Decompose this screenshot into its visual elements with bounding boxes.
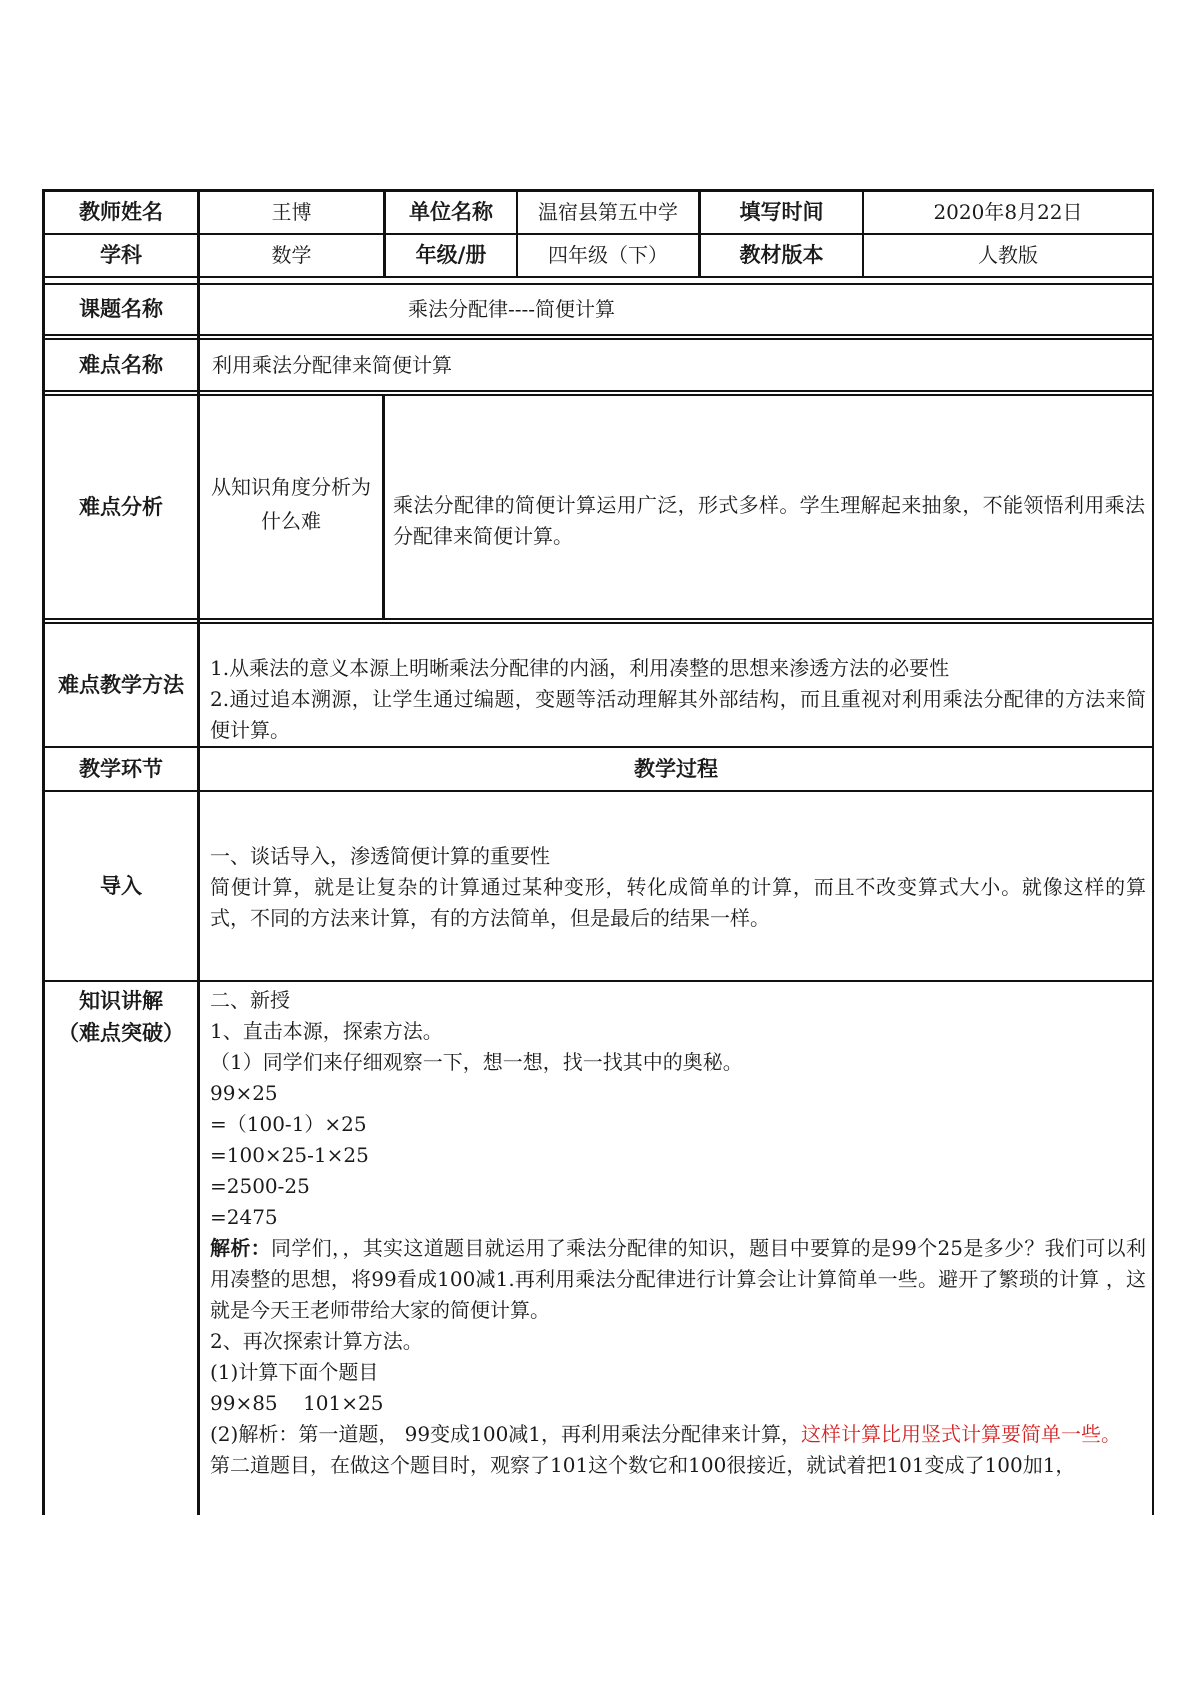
table-rule — [42, 622, 1154, 624]
analysis-prefix: 解析： — [210, 1236, 272, 1260]
knowledge-line: =2500-25 — [210, 1174, 310, 1198]
knowledge-paragraph — [210, 1419, 1146, 1450]
table-rule — [42, 276, 1154, 278]
knowledge-line: 2、再次探索计算方法。 — [210, 1329, 423, 1353]
subject-label: 学科 — [100, 243, 142, 268]
method-line-2: 2.通过追本溯源，让学生通过编题，变题等活动理解其外部结构，而且重视对利用乘法分配律的方法来简便计算。 — [210, 687, 1146, 742]
knowledge-line: (1)计算下面个题目 — [210, 1360, 379, 1384]
table-rule — [42, 390, 1154, 392]
table-col-divider — [197, 189, 200, 1515]
knowledge-line: 第二道题目，在做这个题目时，观察了101这个数它和100很接近，就试着把101变成了100加1， — [210, 1453, 1076, 1477]
table-rule — [42, 283, 1154, 285]
teacher-name-value: 王博 — [271, 200, 312, 224]
table-rule — [42, 980, 1154, 982]
knowledge-line: =100×25-1×25 — [210, 1143, 369, 1167]
analysis-sub-label: 从知识角度分析为什么难 — [211, 475, 371, 533]
edition-value: 人教版 — [978, 243, 1038, 267]
unit-name-value: 温宿县第五中学 — [538, 200, 678, 224]
intro-label: 导入 — [100, 873, 142, 898]
grade-value: 四年级（下） — [548, 243, 668, 267]
process-label: 教学环节 — [79, 756, 163, 781]
knowledge-line: 99×85 101×25 — [210, 1391, 384, 1415]
topic-label: 课题名称 — [79, 297, 163, 322]
analysis-label: 难点分析 — [79, 494, 163, 519]
table-col-divider — [382, 394, 385, 620]
grade-label: 年级/册 — [415, 243, 487, 268]
table-rule — [42, 790, 1154, 792]
edition-label: 教材版本 — [739, 243, 824, 268]
difficulty-value: 利用乘法分配律来简便计算 — [212, 353, 452, 377]
knowledge-label — [45, 984, 197, 1050]
knowledge-line: =2475 — [210, 1205, 278, 1229]
knowledge-analysis-paragraph — [210, 1233, 1146, 1326]
table-rule — [42, 394, 1154, 396]
table-rule — [42, 618, 1154, 620]
intro-line-2: 简便计算，就是让复杂的计算通过某种变形，转化成简单的计算，而且不改变算式大小。就像这样的算式，不同的方法来计算，有的方法简单，但是最后的结果一样。 — [210, 875, 1146, 930]
topic-value: 乘法分配律----简便计算 — [408, 297, 616, 321]
knowledge-line: 99×25 — [210, 1081, 278, 1105]
method-label: 难点教学方法 — [58, 672, 184, 697]
knowledge-text — [210, 985, 1146, 1481]
method-line-1: 1.从乘法的意义本源上明晰乘法分配律的内涵，利用凑整的思想来渗透方法的必要性 — [210, 656, 950, 680]
highlighted-text: 这样计算比用竖式计算要简单一些。 — [801, 1422, 1122, 1446]
knowledge-line: 1、直击本源，探索方法。 — [210, 1019, 443, 1043]
intro-text — [210, 841, 1146, 934]
difficulty-label: 难点名称 — [79, 352, 163, 377]
knowledge-line: （1）同学们来仔细观察一下，想一想，找一找其中的奥秘。 — [210, 1050, 743, 1074]
analysis-text: 乘法分配律的简便计算运用广泛，形式多样。学生理解起来抽象，不能领悟利用乘法分配律来简便计算。 — [393, 493, 1145, 548]
fill-date-label: 填写时间 — [739, 200, 824, 225]
method-text — [210, 653, 1146, 746]
table-rule — [42, 334, 1154, 336]
analysis-body: 同学们，，其实这道题目就运用了乘法分配律的知识，题目中要算的是99个25是多少？我们可以利用凑整的思想，将99看成100减1.再利用乘法分配律进行计算会让计算简单一些。避开了繁琐的计算 ，这就是今天王老师带给大家的简便计算。 — [210, 1236, 1147, 1322]
fill-date-value: 2020年8月22日 — [933, 200, 1083, 224]
paragraph-body: (2)解析：第一道题， 99变成100减1，再利用乘法分配律来计算， — [210, 1422, 802, 1446]
knowledge-line: =（100-1）×25 — [210, 1112, 367, 1136]
knowledge-label-line-2: （难点突破） — [58, 1021, 184, 1045]
table-border-right — [1152, 189, 1154, 1515]
intro-line-1: 一、谈话导入，渗透简便计算的重要性 — [210, 844, 550, 868]
unit-name-label: 单位名称 — [409, 200, 493, 225]
knowledge-line: 二、新授 — [210, 988, 290, 1012]
teacher-name-label: 教师姓名 — [79, 200, 163, 225]
process-value: 教学过程 — [634, 756, 718, 781]
table-rule — [42, 338, 1154, 340]
knowledge-label-line-1: 知识讲解 — [79, 989, 163, 1013]
subject-value: 数学 — [271, 243, 312, 267]
